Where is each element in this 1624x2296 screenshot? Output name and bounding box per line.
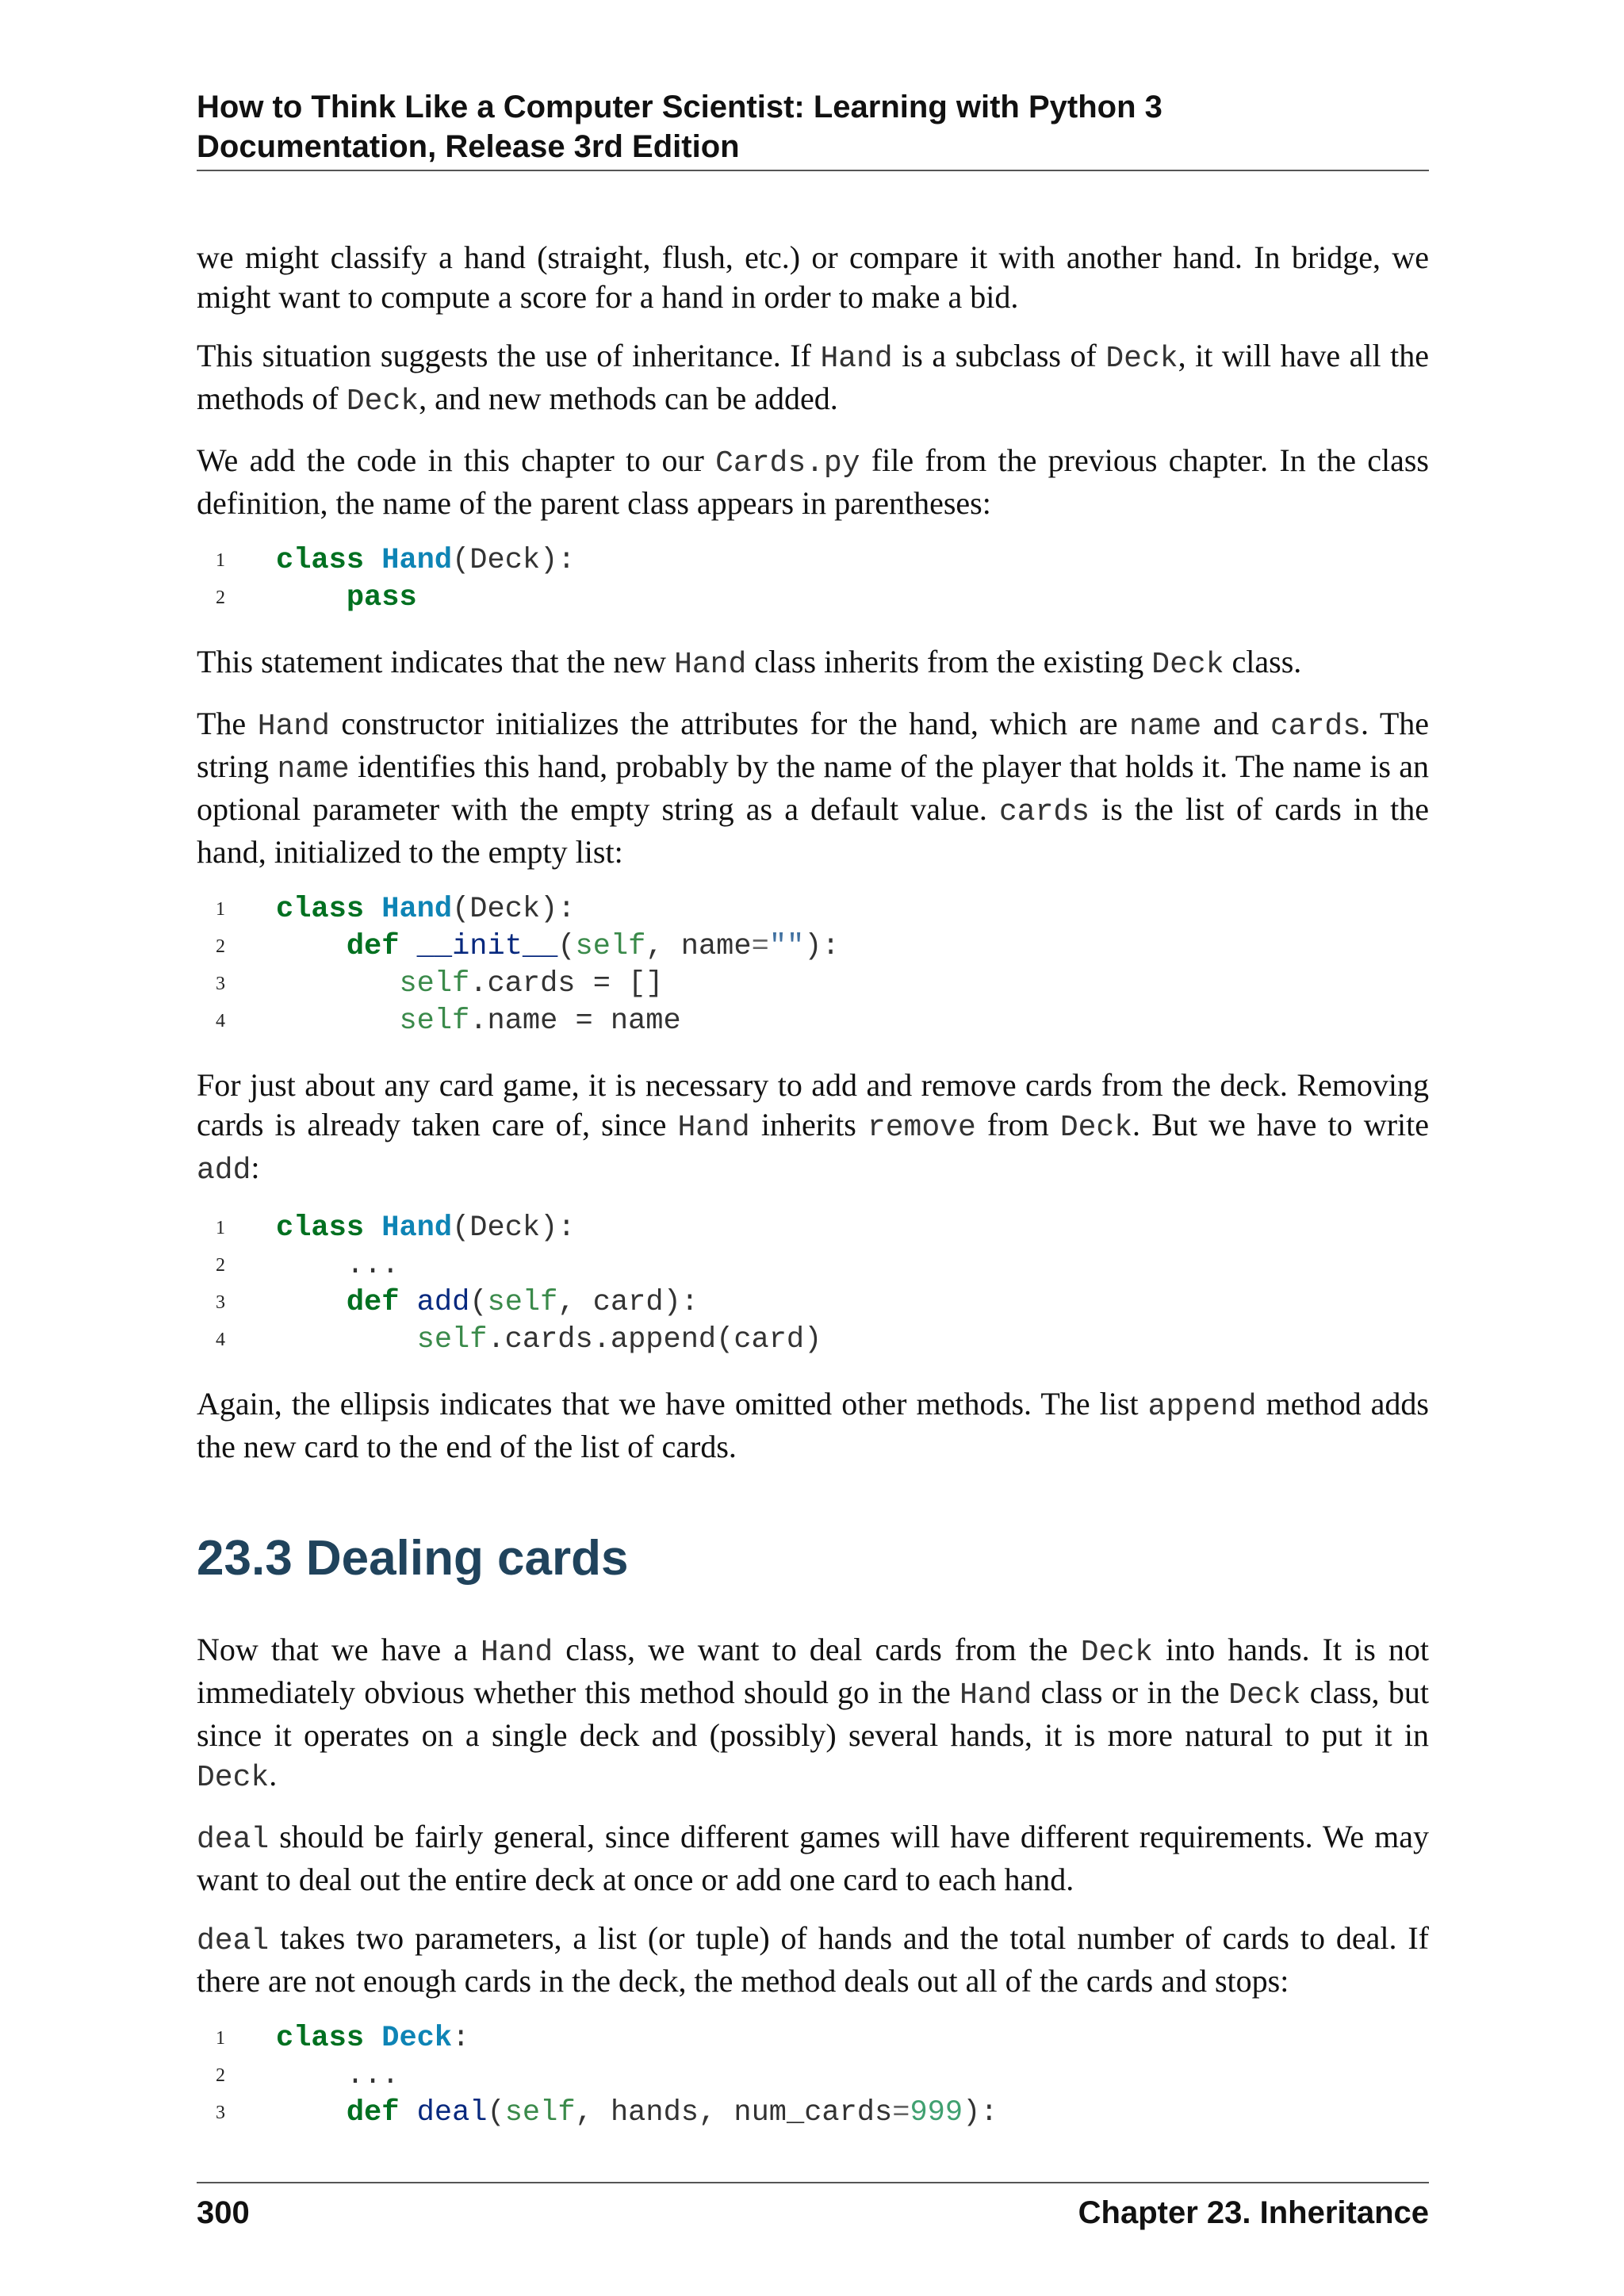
keyword: class [276, 893, 365, 926]
keyword: class [276, 2022, 365, 2055]
inline-code: Hand [959, 1678, 1032, 1712]
inline-code: deal [197, 1823, 270, 1857]
indent [276, 1004, 399, 1038]
text: Again, the ellipsis indicates that we have omitted other methods. The list [197, 1386, 1148, 1422]
text: This situation suggests the use of inheritance. If [197, 338, 821, 373]
header-title-line-2: Documentation, Release 3rd Edition [197, 129, 740, 164]
self-keyword: self [399, 967, 470, 1001]
line-number: 3 [216, 1292, 225, 1313]
function-name: __init__ [416, 930, 558, 963]
page-number: 300 [197, 2195, 250, 2230]
text: into hands. It is not immediately obvious whether this method should go in the [197, 1632, 1430, 1710]
code-line [197, 1210, 1429, 1247]
paragraph [197, 336, 1429, 422]
line-number: 4 [216, 1330, 225, 1350]
keyword: class [276, 1211, 365, 1245]
text: and [1201, 706, 1270, 741]
text: constructor initializes the attributes for the hand, which are [329, 706, 1129, 741]
self-keyword: self [487, 1286, 558, 1319]
text: class or in the [1032, 1674, 1229, 1710]
indent [276, 1323, 417, 1357]
inline-code: Deck [197, 1761, 270, 1795]
inline-code: Deck [1080, 1636, 1153, 1670]
line-number: 1 [216, 899, 225, 920]
self-keyword: self [504, 2096, 576, 2130]
line-number: 2 [216, 2065, 225, 2086]
code-text: , name [645, 930, 752, 963]
inline-code: Deck [1105, 342, 1178, 376]
text: method adds the new card to the end of the list of cards. [197, 1386, 1429, 1464]
inline-code: Hand [677, 1111, 750, 1145]
line-number: 2 [216, 587, 225, 608]
code-text: .cards = [] [469, 967, 664, 1001]
text: We add the code in this chapter to our [197, 442, 716, 478]
inline-code: cards [1270, 710, 1362, 744]
paragraph [197, 1817, 1429, 1900]
text: identifies this hand, probably by the name of the player that holds it. The name is an optional parameter with the empty string as a default value. [197, 748, 1429, 827]
operator: = [892, 2096, 910, 2130]
code-text: ( [557, 930, 576, 963]
indent [276, 2059, 347, 2092]
indent [276, 930, 347, 963]
text: : [251, 1150, 260, 1185]
text: class. [1224, 644, 1302, 679]
text: inherits [749, 1107, 868, 1142]
code-text: (Deck): [452, 544, 576, 577]
text: file from the previous chapter. In the class definition, the name of the parent class appears in parentheses: [197, 442, 1429, 521]
line-number: 2 [216, 1255, 225, 1276]
text: , and new methods can be added. [419, 381, 838, 416]
code-block [197, 2020, 1429, 2132]
text: should be fairly general, since different games will have different requirements. We may want to deal out the entire deck at once or add one card to each hand. [197, 1819, 1429, 1897]
inline-code: Cards.py [715, 446, 860, 480]
paragraph [197, 1630, 1429, 1798]
code-line [197, 891, 1429, 928]
code-text: (Deck): [452, 1211, 576, 1245]
code-block [197, 1210, 1429, 1359]
inline-code: name [1129, 710, 1202, 744]
indent [276, 2096, 347, 2130]
paragraph [197, 441, 1429, 523]
inline-code: Deck [346, 385, 419, 419]
text: from [975, 1107, 1060, 1142]
code-line [197, 1247, 1429, 1284]
code-line [197, 2095, 1429, 2132]
section-heading: 23.3 Dealing cards [197, 1531, 629, 1586]
string-literal: "" [768, 930, 805, 963]
code-text: ... [346, 2059, 400, 2092]
line-number: 1 [216, 1218, 225, 1238]
code-text: ( [469, 1286, 488, 1319]
function-name: add [416, 1286, 470, 1319]
code-line [197, 1322, 1429, 1359]
code-line [197, 2057, 1429, 2095]
text: This statement indicates that the new [197, 644, 675, 679]
indent [276, 967, 399, 1001]
text: The [197, 706, 258, 741]
paragraph [197, 1066, 1429, 1191]
page-footer [197, 2182, 1429, 2233]
code-line [197, 928, 1429, 966]
code-line [197, 1284, 1429, 1322]
line-number: 2 [216, 936, 225, 957]
code-line [197, 966, 1429, 1003]
inline-code: Deck [1151, 648, 1224, 682]
code-text: ): [963, 2096, 998, 2130]
indent [276, 581, 347, 614]
inline-code: Hand [257, 710, 330, 744]
line-number: 4 [216, 1011, 225, 1031]
running-header [197, 87, 1429, 171]
function-name: deal [416, 2096, 488, 2130]
line-number: 3 [216, 974, 225, 994]
keyword: def [346, 2096, 400, 2130]
paragraph [197, 704, 1429, 872]
text: , it will have all the methods of [197, 338, 1429, 416]
inline-code: deal [197, 1924, 270, 1958]
inline-code: cards [998, 795, 1090, 829]
code-text: .cards.append(card) [487, 1323, 822, 1357]
text: class, but since it operates on a single deck and (possibly) several hands, it is more natural to put it in [197, 1674, 1429, 1753]
inline-code: Hand [480, 1636, 553, 1670]
text: takes two parameters, a list (or tuple) of hands and the total number of cards to deal. If there are not enough cards in the deck, the method deals out all of the cards and stops: [197, 1920, 1429, 1999]
inline-code: append [1147, 1390, 1257, 1424]
class-name: Hand [381, 1211, 453, 1245]
header-title-line-1: How to Think Like a Computer Scientist: Learning with Python 3 [197, 90, 1162, 124]
text: we might classify a hand (straight, flush, etc.) or compare it with another hand. In bridge, we might want to compute a score for a hand in order to make a bid. [197, 239, 1429, 315]
inline-code: Hand [674, 648, 747, 682]
page-content [197, 238, 1429, 2132]
line-number: 1 [216, 2028, 225, 2049]
inline-code: name [277, 752, 350, 786]
code-line [197, 2020, 1429, 2057]
code-text: , hands, num_cards [575, 2096, 893, 2130]
code-text: ( [487, 2096, 505, 2130]
inline-code: Deck [1059, 1111, 1133, 1145]
self-keyword: self [399, 1004, 470, 1038]
code-text: (Deck): [452, 893, 576, 926]
line-number: 3 [216, 2103, 225, 2123]
text: class inherits from the existing [746, 644, 1152, 679]
code-block [197, 891, 1429, 1040]
inline-code: add [197, 1154, 251, 1188]
line-number: 1 [216, 550, 225, 571]
class-name: Hand [381, 544, 453, 577]
code-text: , card): [557, 1286, 699, 1319]
inline-code: Hand [820, 342, 893, 376]
operator: = [751, 930, 769, 963]
paragraph [197, 1384, 1429, 1467]
text: For just about any card game, it is necessary to add and remove cards from the deck. Removing cards is already taken care of, since [197, 1067, 1429, 1142]
code-line [197, 580, 1429, 617]
code-block [197, 542, 1429, 617]
text: Now that we have a [197, 1632, 481, 1667]
chapter-title: Chapter 23. Inheritance [1078, 2195, 1429, 2230]
text: is the list of cards in the hand, initialized to the empty list: [197, 791, 1429, 870]
paragraph [197, 1919, 1429, 2001]
self-keyword: self [575, 930, 646, 963]
page [197, 87, 1429, 2157]
text: is a subclass of [892, 338, 1106, 373]
inline-code: remove [867, 1111, 976, 1145]
code-text: : [452, 2022, 470, 2055]
inline-code: Deck [1228, 1678, 1301, 1712]
indent [276, 1286, 347, 1319]
keyword: pass [346, 581, 417, 614]
keyword: class [276, 544, 365, 577]
text: . [269, 1757, 278, 1793]
code-text: ): [804, 930, 840, 963]
number-literal: 999 [910, 2096, 963, 2130]
paragraph [197, 238, 1429, 317]
code-text: .name = name [469, 1004, 681, 1038]
self-keyword: self [416, 1323, 488, 1357]
text: . But we have to write [1132, 1107, 1429, 1142]
keyword: def [346, 1286, 400, 1319]
text: class, we want to deal cards from the [553, 1632, 1081, 1667]
class-name: Hand [381, 893, 453, 926]
indent [276, 1249, 347, 1282]
paragraph [197, 642, 1429, 685]
text: . The string [197, 706, 1430, 784]
class-name: Deck [381, 2022, 453, 2055]
code-line [197, 542, 1429, 580]
code-text: ... [346, 1249, 400, 1282]
keyword: def [346, 930, 400, 963]
code-line [197, 1003, 1429, 1040]
